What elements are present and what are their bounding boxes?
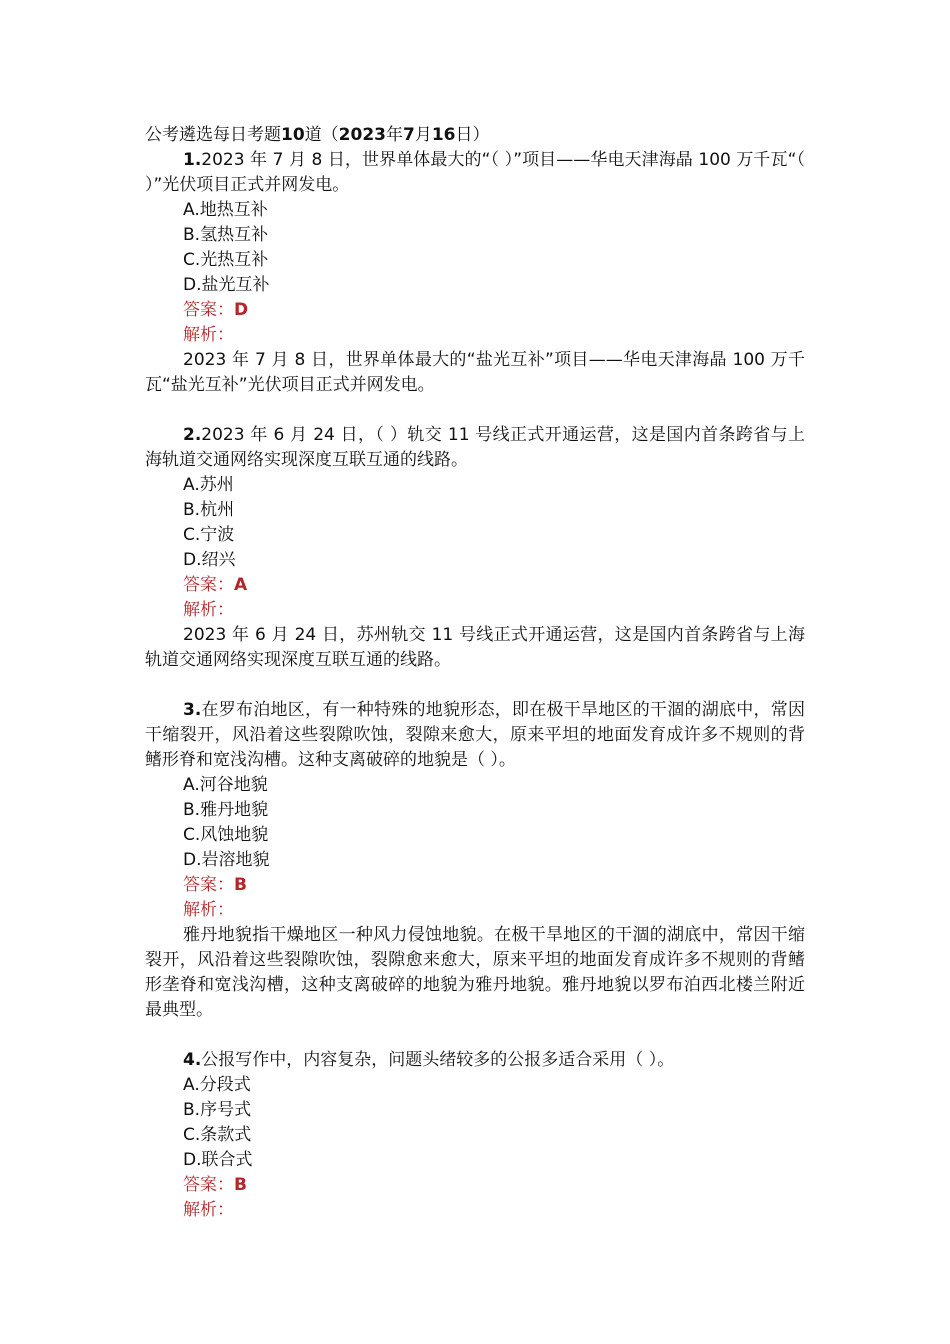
option-c: C.风蚀地貌 <box>183 825 269 845</box>
title-month: 7 <box>403 125 415 145</box>
question-stem <box>145 698 805 773</box>
answer-line <box>145 873 805 898</box>
question-1 <box>145 148 805 398</box>
analysis-label: 解析： <box>183 325 234 345</box>
question-4 <box>145 1048 805 1223</box>
option-c: C.光热互补 <box>183 250 269 270</box>
title-text: 月 <box>414 125 432 145</box>
option-d: D.绍兴 <box>183 550 236 570</box>
option-d: D.盐光互补 <box>183 275 270 295</box>
title-year: 2023 <box>338 125 386 145</box>
question-text: 2023 年 6 月 24 日，（ ）轨交 11 号线正式开通运营，这是国内首条跨省与上海轨道交通网络实现深度互联互通的线路。 <box>145 425 805 470</box>
title-prefix: 公考遴选每日考题 <box>145 125 281 145</box>
analysis-label: 解析： <box>183 900 234 920</box>
option-b: B.杭州 <box>183 500 235 520</box>
analysis-text: 2023 年 6 月 24 日，苏州轨交 11 号线正式开通运营，这是国内首条跨省与上海轨道交通网络实现深度互联互通的线路。 <box>145 625 805 670</box>
option-b: B.氢热互补 <box>183 225 269 245</box>
title-day: 16 <box>431 125 456 145</box>
analysis-text: 雅丹地貌指干燥地区一种风力侵蚀地貌。在极干旱地区的干涸的湖底中，常因干缩裂开，风沿着这些裂隙吹蚀，裂隙愈来愈大，原来平坦的地面发育成许多不规则的背鳍形垄脊和宽浅沟槽，这种支离破碎的地貌为雅丹地貌。雅丹地貌以罗布泊西北楼兰附近最典型。 <box>145 925 805 1020</box>
option-d: D.岩溶地貌 <box>183 850 270 870</box>
title-suffix: 日） <box>455 125 490 145</box>
question-text: 2023 年 7 月 8 日，世界单体最大的“（ ）”项目——华电天津海晶 100 万千瓦“（ ）”光伏项目正式并网发电。 <box>145 150 805 195</box>
title-count: 10 <box>281 125 305 145</box>
option-c: C.条款式 <box>183 1125 252 1145</box>
answer-label: 答案： <box>183 300 234 320</box>
answer-label: 答案： <box>183 1175 234 1195</box>
option-b: B.序号式 <box>183 1100 252 1120</box>
option-c: C.宁波 <box>183 525 235 545</box>
question-text: 在罗布泊地区，有一种特殊的地貌形态，即在极干旱地区的干涸的湖底中，常因干缩裂开，风沿着这些裂隙吹蚀，裂隙来愈大，原来平坦的地面发育成许多不规则的背鳍形脊和宽浅沟槽。这种支离破碎的地貌是（ ）。 <box>145 700 805 770</box>
answer-value: B <box>234 875 247 895</box>
answer-line <box>145 573 805 598</box>
option-a: A.河谷地貌 <box>183 775 268 795</box>
question-stem <box>145 148 805 198</box>
answer-value: D <box>234 300 249 320</box>
question-number: 2. <box>183 425 202 445</box>
answer-value: A <box>234 575 248 595</box>
question-3 <box>145 698 805 1023</box>
answer-label: 答案： <box>183 575 234 595</box>
question-text: 公报写作中，内容复杂，问题头绪较多的公报多适合采用（ ）。 <box>201 1050 675 1070</box>
analysis-label: 解析： <box>183 600 234 620</box>
option-a: A.分段式 <box>183 1075 251 1095</box>
title-text: 道（ <box>304 125 339 145</box>
question-number: 1. <box>183 150 202 170</box>
answer-label: 答案： <box>183 875 234 895</box>
analysis-text: 2023 年 7 月 8 日，世界单体最大的“盐光互补”项目——华电天津海晶 100 万千瓦“盐光互补”光伏项目正式并网发电。 <box>145 350 805 395</box>
question-number: 4. <box>183 1050 202 1070</box>
option-d: D.联合式 <box>183 1150 253 1170</box>
question-number: 3. <box>183 700 202 720</box>
analysis-label: 解析： <box>183 1200 234 1220</box>
question-stem <box>145 423 805 473</box>
answer-line <box>145 1173 805 1198</box>
question-stem <box>145 1048 805 1073</box>
answer-line <box>145 298 805 323</box>
option-b: B.雅丹地貌 <box>183 800 269 820</box>
answer-value: B <box>234 1175 247 1195</box>
document-title <box>145 123 805 148</box>
option-a: A.苏州 <box>183 475 234 495</box>
question-2 <box>145 423 805 673</box>
option-a: A.地热互补 <box>183 200 268 220</box>
title-text: 年 <box>386 125 403 145</box>
